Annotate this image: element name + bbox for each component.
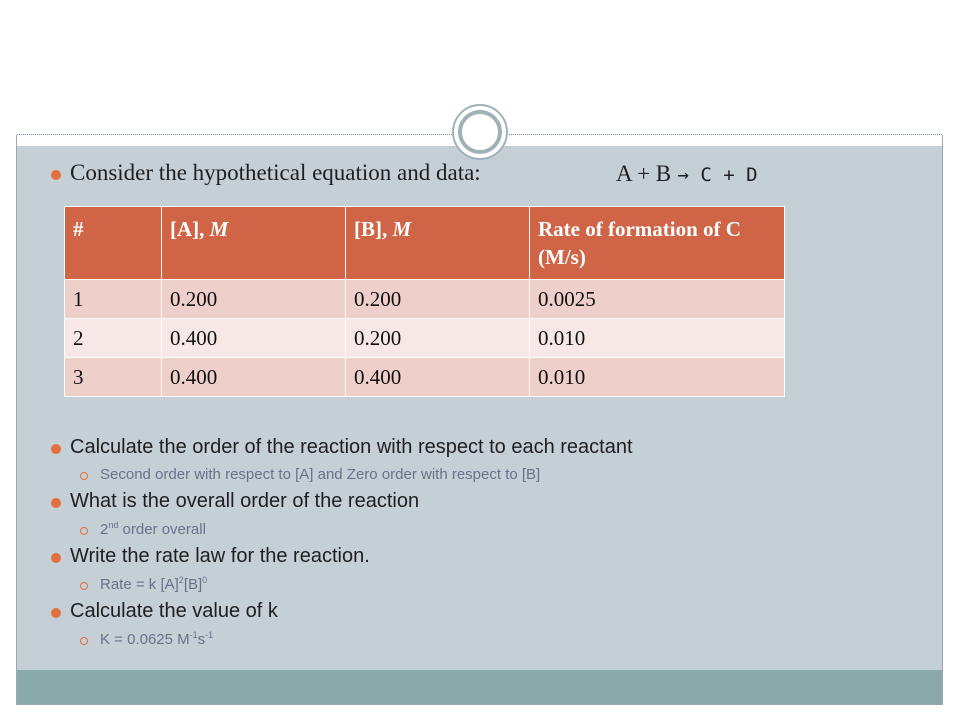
cell-conc-a: 0.400 <box>162 319 346 358</box>
circle-ornament-icon <box>458 110 502 154</box>
header-rate: Rate of formation of C (M/s) <box>530 207 785 280</box>
sub-bullet-icon <box>80 472 88 480</box>
header-a-unit: M <box>209 217 229 241</box>
cell-trial: 1 <box>65 280 162 319</box>
equation-reactants: A + B <box>616 161 672 186</box>
answer-order-each: Second order with respect to [A] and Zero order with respect to [B] <box>100 466 541 483</box>
question-value-k: Calculate the value of k <box>70 600 278 622</box>
footer-band <box>17 670 942 704</box>
bullet-icon <box>51 608 61 618</box>
rate-law-exp-b: 0 <box>202 575 208 585</box>
cell-trial: 2 <box>65 319 162 358</box>
cell-conc-a: 0.200 <box>162 280 346 319</box>
header-b-unit: M <box>392 217 412 241</box>
sub-bullet-icon <box>80 582 88 590</box>
rate-law-part-b: [B] <box>183 576 203 593</box>
bullet-icon <box>51 553 61 563</box>
header-b-label: [B], <box>354 217 393 241</box>
k-unit-s: s <box>197 631 206 648</box>
rate-data-table <box>64 206 785 397</box>
sub-bullet-icon <box>80 527 88 535</box>
header-concentration-b <box>346 207 530 280</box>
k-value: K = 0.0625 M <box>100 631 190 648</box>
cell-conc-b: 0.200 <box>346 280 530 319</box>
question-order-each: Calculate the order of the reaction with respect to each reactant <box>70 436 633 458</box>
question-rate-law: Write the rate law for the reaction. <box>70 545 370 567</box>
table-row <box>65 280 785 319</box>
equation <box>616 160 758 187</box>
answer-rate-law <box>100 576 207 593</box>
answer-overall-order-num: 2 <box>100 521 109 538</box>
header-concentration-a <box>162 207 346 280</box>
sub-bullet-icon <box>80 637 88 645</box>
cell-rate: 0.0025 <box>530 280 785 319</box>
header-a-label: [A], <box>170 217 210 241</box>
table-row <box>65 358 785 397</box>
table-header-row <box>65 207 785 280</box>
cell-conc-b: 0.400 <box>346 358 530 397</box>
equation-products: → C + D <box>677 164 758 186</box>
answer-value-k <box>100 631 213 648</box>
intro-text: Consider the hypothetical equation and data: <box>70 160 481 185</box>
answer-overall-order-suffix: nd <box>108 520 119 530</box>
k-unit-exp-m: -1 <box>189 630 198 640</box>
bullet-icon <box>51 170 61 180</box>
cell-rate: 0.010 <box>530 319 785 358</box>
cell-trial: 3 <box>65 358 162 397</box>
bullet-icon <box>51 498 61 508</box>
question-overall-order: What is the overall order of the reaction <box>70 490 420 512</box>
bullet-icon <box>51 444 61 454</box>
cell-conc-a: 0.400 <box>162 358 346 397</box>
cell-conc-b: 0.200 <box>346 319 530 358</box>
k-unit-exp-s: -1 <box>205 630 214 640</box>
cell-rate: 0.010 <box>530 358 785 397</box>
rate-law-part-a: Rate = k [A] <box>100 576 179 593</box>
answer-overall-order-text: order overall <box>118 521 206 538</box>
table-row <box>65 319 785 358</box>
answer-overall-order <box>100 521 206 538</box>
header-trial-number: # <box>65 207 162 280</box>
rate-law-exp-a: 2 <box>178 575 184 585</box>
